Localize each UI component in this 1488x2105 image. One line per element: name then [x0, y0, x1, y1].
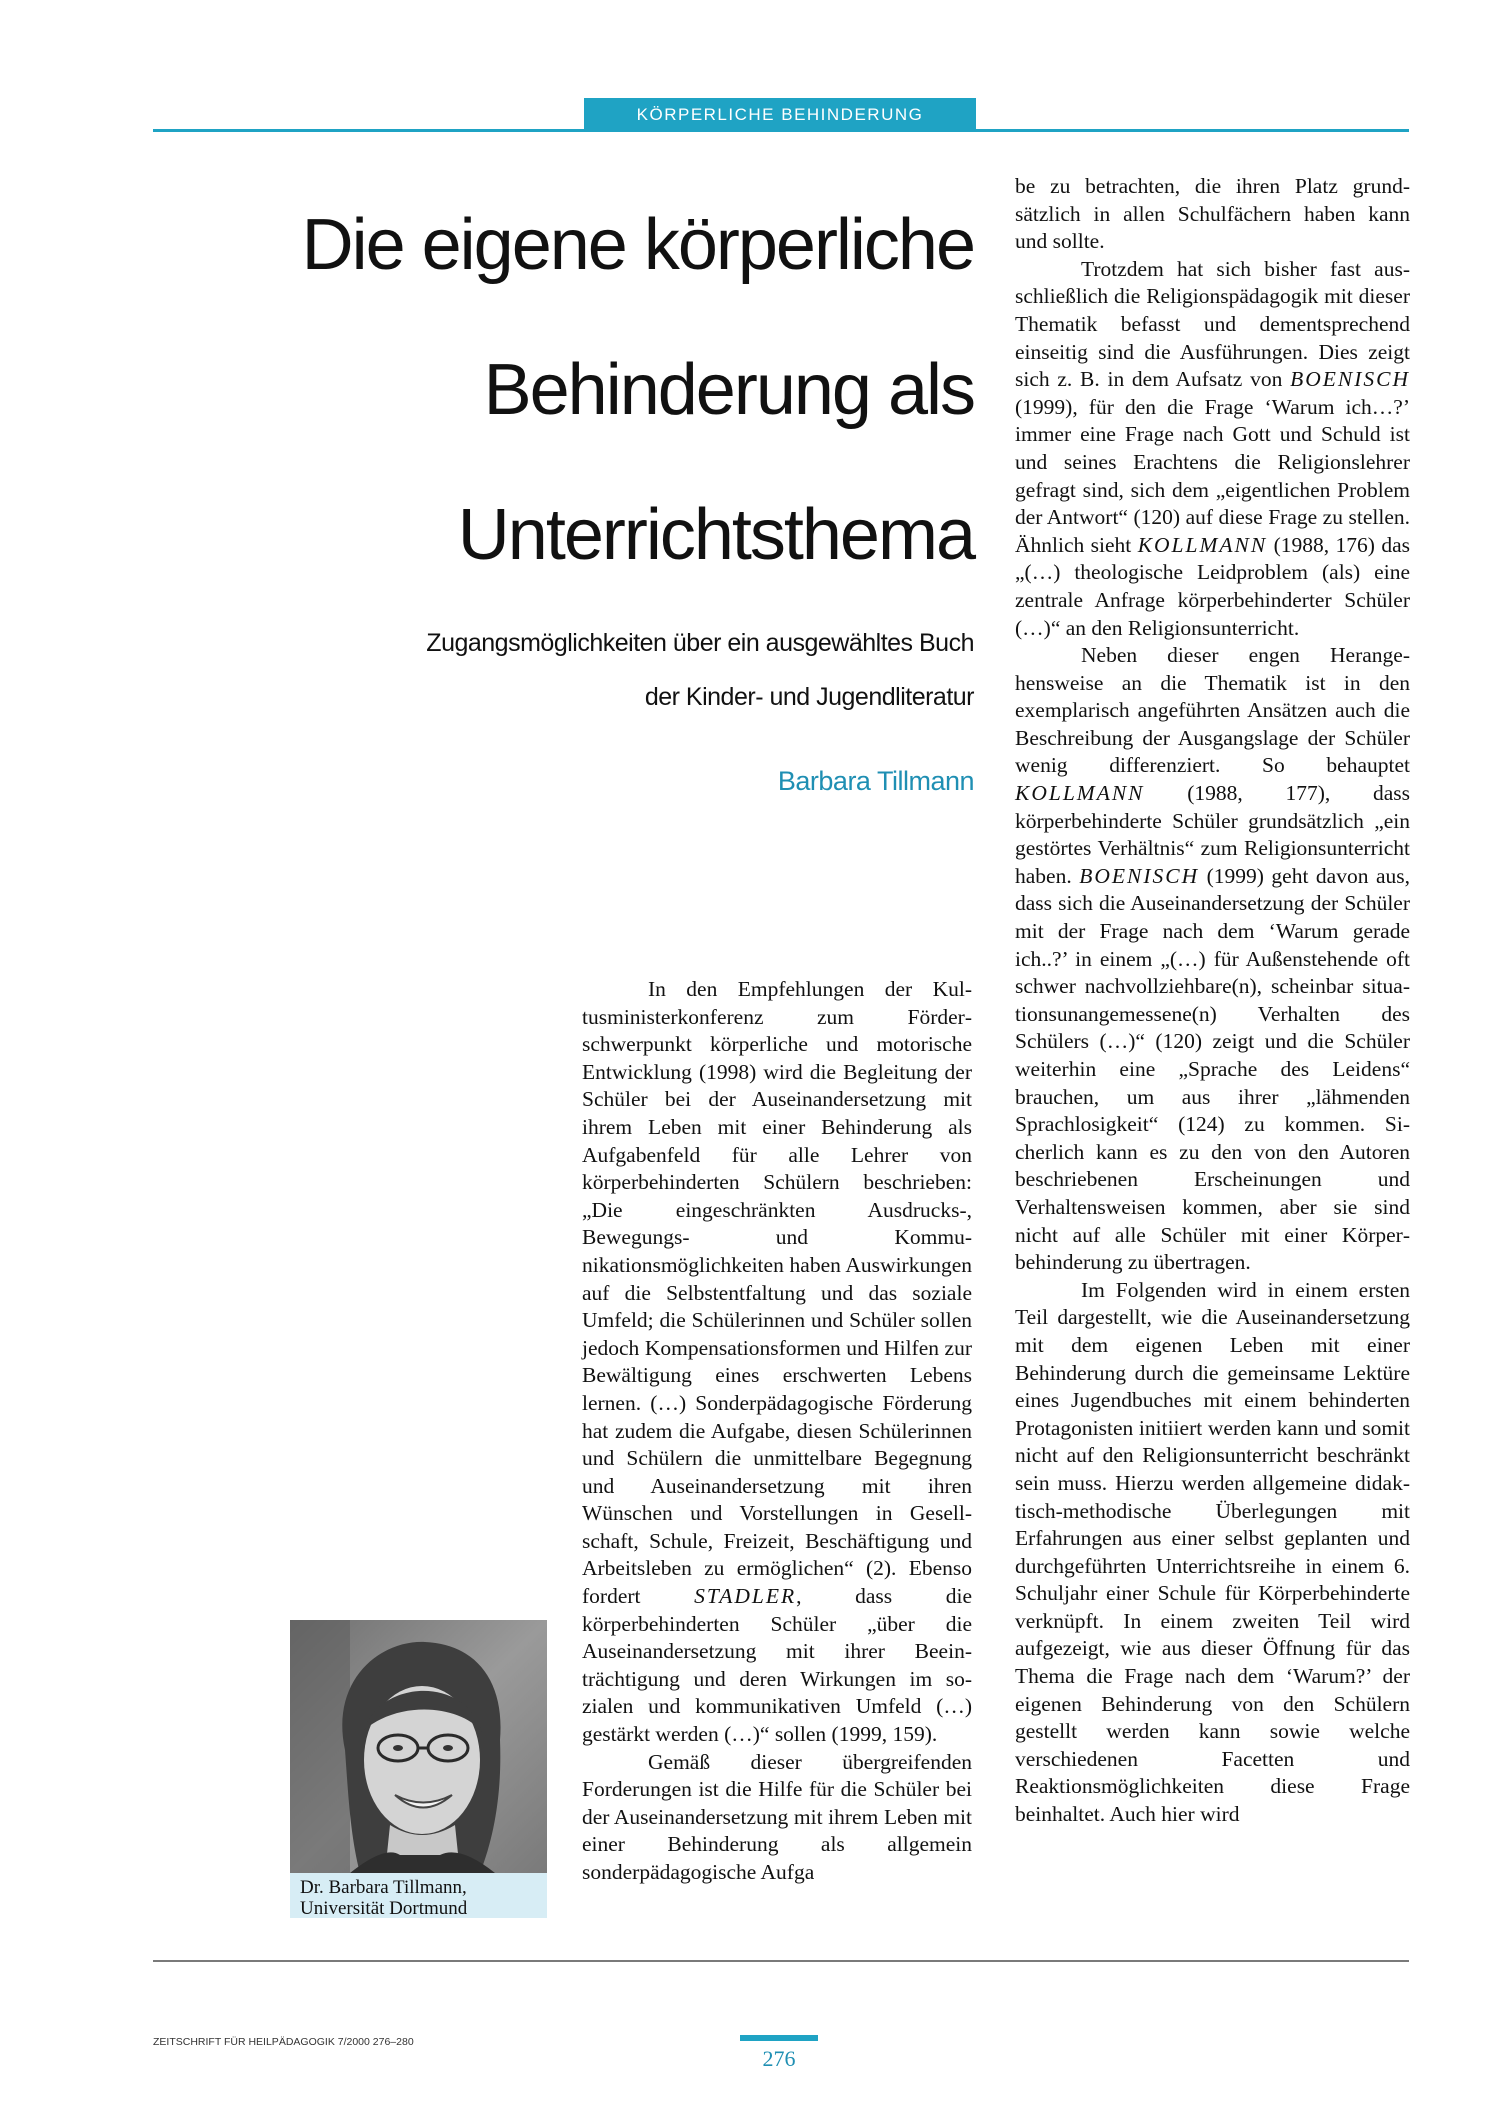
- journal-citation: ZEITSCHRIFT FÜR HEILPÄDAGOGIK 7/2000 276–280: [153, 2036, 414, 2048]
- article-subtitle-line-1: Zugangsmöglichkeiten über ein ausgewähltes Buch: [426, 629, 974, 657]
- paragraph-4: Neben dieser engen Herangehensweise an die Thematik ist in den exemplarisch angeführten Ansätzen auch die Beschreibung der Ausgangslage der Schüler wenig differenziert. So behauptet KOLLMANN (1988, 177), dass körperbehinderte Schüler grundsätzlich „ein gestörtes Verhältnis“ zum Religionsunterricht haben. BOENISCH (1999) geht davon aus, dass sich die Auseinandersetzung der Schüler mit der Frage nach dem ‘Warum gerade ich..?’ in einem „(…) für Außenstehende oft schwer nachvollziehbare(n), scheinbar situationsunangemessene(n) Verhalten des Schülers (…)“ (120) zeigt und die Schüler weiterhin eine „Sprache des Leidens“ brauchen, um aus ihrer „lähmenden Sprachlosigkeit“ (124) zu kommen. Sicherlich kann es zu den von den Autoren beschriebenen Erscheinungen und Verhaltensweisen kommen, aber sie sind nicht auf alle Schüler mit einer Körperbehinderung zu übertragen.: [1015, 643, 1410, 1275]
- author-citation: BOENISCH: [1079, 863, 1200, 888]
- author-citation: KOLLMANN: [1015, 781, 1145, 806]
- author-name: Barbara Tillmann: [777, 766, 974, 796]
- body-column-right: [1015, 173, 1410, 1829]
- photo-caption-name: Dr. Barbara Tillmann,: [300, 1877, 467, 1898]
- photo-caption: [290, 1873, 547, 1918]
- article-subtitle-line-2: der Kinder- und Jugendliteratur: [644, 683, 974, 711]
- author-citation: KOLLMANN: [1137, 532, 1268, 557]
- footer-rule: [153, 1960, 1409, 1962]
- body-column-middle: [582, 976, 972, 1887]
- photo-caption-affiliation: Universität Dortmund: [300, 1898, 468, 1919]
- article-title-line-2: Behinderung als: [483, 350, 974, 430]
- paragraph-2: Gemäß dieser übergreifenden Forderungen ist die Hilfe für die Schüler bei der Auseinandersetzung mit ihrem Leben mit einer Behinderung als allgemein sonderpädagogische Aufga: [582, 1749, 972, 1884]
- page-number: 276: [762, 2046, 796, 2071]
- section-header: KÖRPERLICHE BEHINDERUNG: [584, 98, 976, 132]
- author-citation: STADLER: [694, 1584, 797, 1609]
- page-number-bar: [740, 2035, 818, 2041]
- paragraph-1: In den Empfehlungen der Kultusministerkonferenz zum Förderschwerpunkt körperliche und motorische Entwicklung (1998) wird die Begleitung der Schüler bei der Auseinandersetzung mit ihrem Leben mit einer Behinderung als Aufgabenfeld für alle Lehrer von körperbehinderten Schülern beschrieben: „Die eingeschränkten Ausdrucks-, Bewegungs- und Kommunikationsmöglichkeiten haben Auswirkungen auf die Selbstentfaltung und das soziale Umfeld; die Schülerinnen und Schüler sollen jedoch Kompensationsformen und Hilfen zur Bewältigung eines erschwerten Lebens lernen. (…) Sonderpädagogische Förderung hat zudem die Aufgabe, diesen Schülerinnen und Schülern die unmittelbare Begegnung und Auseinandersetzung mit ihren Wünschen und Vorstellungen in Gesellschaft, Schule, Freizeit, Beschäftigung und Arbeitsleben zu ermöglichen“ (2). Ebenso fordert STADLER, dass die körperbehinderten Schüler „über die Auseinandersetzung mit ihrer Beeinträchtigung und deren Wirkungen im sozialen und kommunikativen Umfeld (…) gestärkt werden (…)“ sollen (1999, 159).: [582, 977, 972, 1747]
- paragraph-2-continued: be zu betrachten, die ihren Platz grundsätzlich in allen Schulfächern haben kann und sollte.: [1015, 174, 1410, 254]
- article-title-line-1: Die eigene körperliche: [301, 205, 974, 285]
- paragraph-3: Trotzdem hat sich bisher fast ausschließlich die Religionspädagogik mit dieser Thematik befasst und dementsprechend einseitig sind die Ausführungen. Dies zeigt sich z. B. in dem Aufsatz von BOENISCH (1999), für den die Frage ‘Warum ich…?’ immer eine Frage nach Gott und Schuld ist und seines Erachtens die Religionslehrer gefragt sind, sich dem „eigentlichen Problem der Antwort“ (120) auf diese Frage zu stellen. Ähnlich sieht KOLLMANN (1988, 176) das „(…) theologische Leidproblem (als) eine zentrale Anfrage körperbehinderter Schüler (…)“ an den Religionsunterricht.: [1015, 256, 1411, 640]
- paragraph-5: Im Folgenden wird in einem ersten Teil dargestellt, wie die Auseinandersetzung mit dem eigenen Leben mit einer Behinderung durch die gemeinsame Lektüre eines Jugendbuches mit einem behinderten Protagonisten initiiert werden kann und somit nicht auf den Religionsunterricht beschränkt sein muss. Hierzu werden allgemeine didaktisch-methodische Überlegungen mit Erfahrungen aus einer selbst geplanten und durchgeführten Unterrichtsreihe in einem 6. Schuljahr einer Schule für Körperbehinderte verknüpft. In einem zweiten Teil wird aufgezeigt, wie aus dieser Öffnung für das Thema die Frage nach dem ‘Warum?’ der eigenen Behinderung von den Schülern gestellt werden kann sowie welche verschiedenen Facetten und Reaktionsmöglichkeiten diese Frage beinhaltet. Auch hier wird: [1015, 1277, 1410, 1827]
- author-citation: BOENISCH: [1290, 367, 1410, 392]
- article-title-line-3: Unterrichtsthema: [457, 495, 974, 575]
- author-portrait-image: [290, 1620, 547, 1873]
- author-photo: [290, 1620, 547, 1873]
